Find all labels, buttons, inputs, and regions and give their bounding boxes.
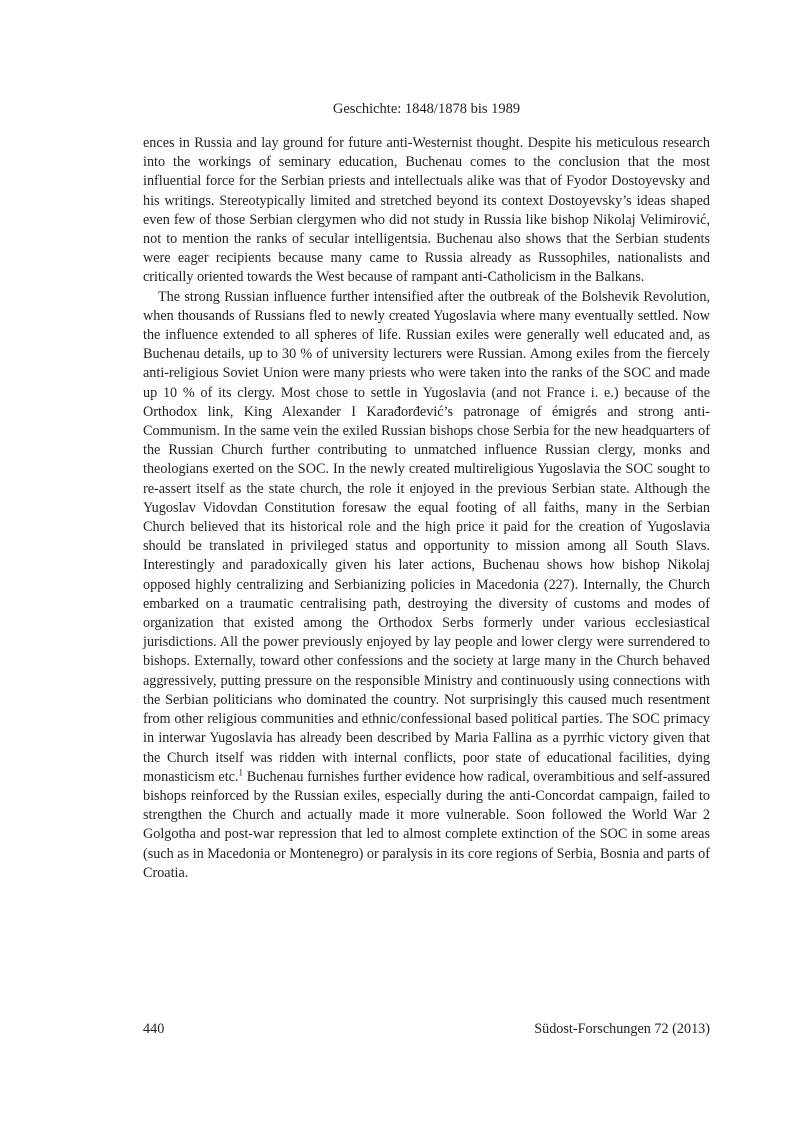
page-number: 440 [143, 1021, 165, 1037]
running-head: Geschichte: 1848/1878 bis 1989 [332, 101, 521, 117]
paragraph-text: The strong Russian influence further intensified after the outbreak of the Bolshevik Revolution, when thousands of Russians fled to newly created Yugoslavia where many eventually settled. Now the influence extended to all spheres of life. Russian exiles were generally well educated and, as Buchenau details, up to 30 % of university lecturers were Russian. Among exiles from the fiercely anti-religious Soviet Union were many priests who were taken into the ranks of the SOC and made up 10 % of its clergy. Most chose to settle in Yugoslavia (and not France i. e.) because of the Orthodox link, King Alexander I Karađorđević’s patronage of émigrés and strong anti-Communism. In the same vein the exiled Russian bishops chose Serbia for the new headquarters of the Russian Church further contributing to unmatched influence Russian clergy, monks and theologians exerted on the SOC. In the newly created multireligious Yugoslavia the SOC sought to re-assert itself as the state church, the role it enjoyed in the previous Serbian state. Although the Yugoslav Vidovdan Constitution foresaw the equal footing of all faiths, many in the Serbian Church believed that its historical role and the high price it paid for the creation of Yugoslavia should be translated in privileged status and opportunity to mission among all South Slavs. Interestingly and paradoxically given his later actions, Buchenau shows how bishop Nikolaj opposed highly centralizing and Serbianizing policies in Macedonia (227). Internally, the Church embarked on a traumatic centralising path, destroying the diversity of customs and modes of organization that existed among the Orthodox Serbs formerly under various ecclesiastical jurisdictions. All the power previously enjoyed by lay people and lower clergy were surrendered to bishops. Externally, toward other confessions and the society at large many in the Church behaved aggressively, putting pressure on the responsible Ministry and continuously using connections with the Serbian politicians who dominated the country. Not surprisingly this caused much resentment from other religious communities and ethnic/confessional based political parties. The SOC primacy in interwar Yugoslavia has already been described by Maria Fallina as a pyrrhic victory given that the Church itself was ridden with internal conflicts, poor state of educational facilities, dying monasticism etc. [143, 288, 710, 785]
journal-citation: Südost-Forschungen 72 (2013) [534, 1021, 710, 1037]
footnote-reference[interactable]: 1 [238, 766, 243, 777]
paragraph [143, 288, 710, 883]
paragraph: ences in Russia and lay ground for future anti-Westernist thought. Despite his meticulous research into the workings of seminary education, Buchenau comes to the conclusion that the most influential force for the Serbian priests and intellectuals alike was that of Fyodor Dostoyevsky and his writings. Stereotypically limited and stretched beyond its context Dostoyevsky’s ideas shaped even few of those Serbian clergymen who did not study in Russia like bishop Nikolaj Velimirović, not to mention the ranks of secular intelligentsia. Buchenau also shows that the Serbian students were eager recipients because many came to Russia already as Russophiles, nationalists and critically oriented towards the West because of rampant anti-Catholicism in the Balkans. [143, 135, 710, 286]
paragraph-text: Buchenau furnishes further evidence how radical, overambitious and self-assured bishops reinforced by the Russian exiles, especially during the anti-Concordat campaign, failed to strengthen the Church and actually made it more vulnerable. Soon followed the World War 2 Golgotha and post-war repression that led to almost complete extinction of the SOC in some areas (such as in Macedonia or Montenegro) or paralysis in its core regions of Serbia, Bosnia and parts of Croatia. [143, 768, 710, 881]
body-text [143, 134, 710, 883]
